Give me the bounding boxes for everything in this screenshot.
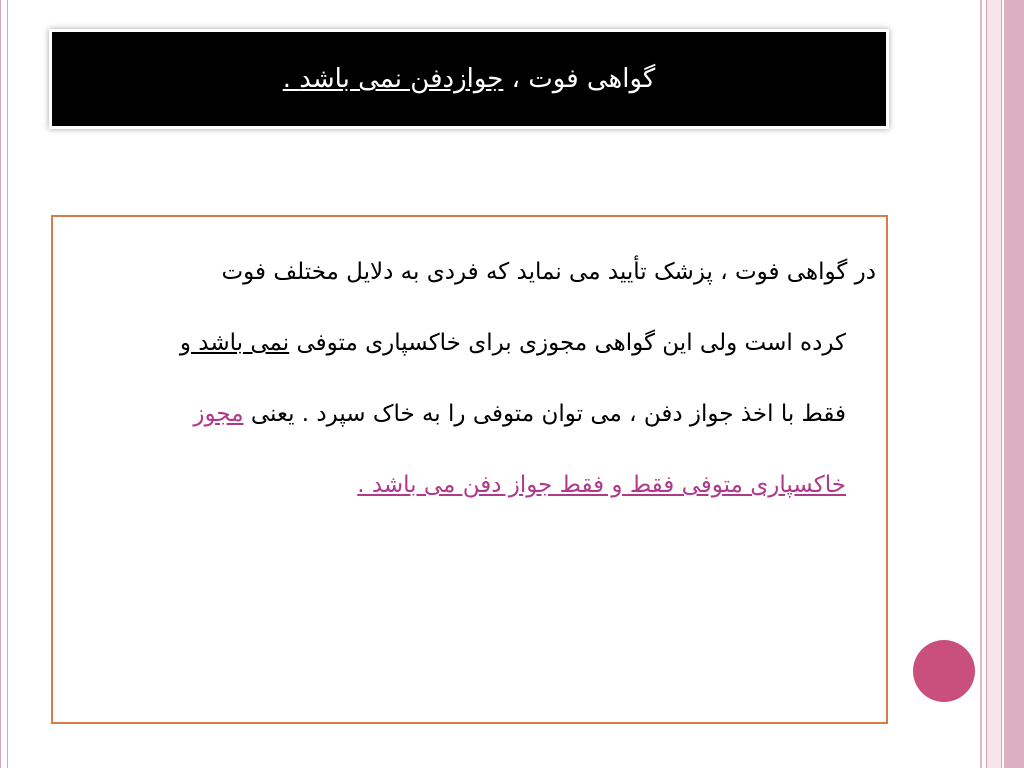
- left-border-decoration: [0, 0, 8, 768]
- body-line-4: [63, 450, 876, 521]
- content-box: [51, 215, 888, 724]
- title-part-1: گواهی فوت ،: [503, 64, 656, 94]
- body-line-3-a: فقط با اخذ جواز دفن ، می توان متوفی را به خاک سپرد . یعنی: [243, 401, 846, 427]
- body-text: [63, 237, 876, 521]
- title-part-2-underlined: جوازدفن نمی باشد: [299, 64, 504, 94]
- body-line-2: [63, 308, 876, 379]
- body-link-line-4[interactable]: خاکسپاری متوفی فقط و فقط جواز دفن می باشد .: [357, 472, 846, 498]
- right-stripe-thin: [980, 0, 982, 768]
- right-stripe-dark: [1004, 0, 1024, 768]
- body-line-2-a: کرده است ولی این گواهی مجوزی برای خاکسپاری متوفی: [289, 330, 846, 356]
- title-part-3: .: [282, 64, 300, 94]
- slide-title: [283, 64, 656, 94]
- body-line-3: [63, 379, 876, 450]
- body-link-mojavvez[interactable]: مجوز: [193, 401, 244, 427]
- right-border-decoration: [980, 0, 1024, 768]
- body-line-2-underlined: نمی باشد: [190, 330, 290, 356]
- body-line-1: در گواهی فوت ، پزشک تأیید می نماید که فردی به دلایل مختلف فوت: [221, 259, 876, 285]
- decorative-circle: [913, 640, 975, 702]
- body-line-2-c: و: [179, 330, 191, 356]
- slide-title-bar: [52, 32, 886, 126]
- right-stripe-light: [986, 0, 1002, 768]
